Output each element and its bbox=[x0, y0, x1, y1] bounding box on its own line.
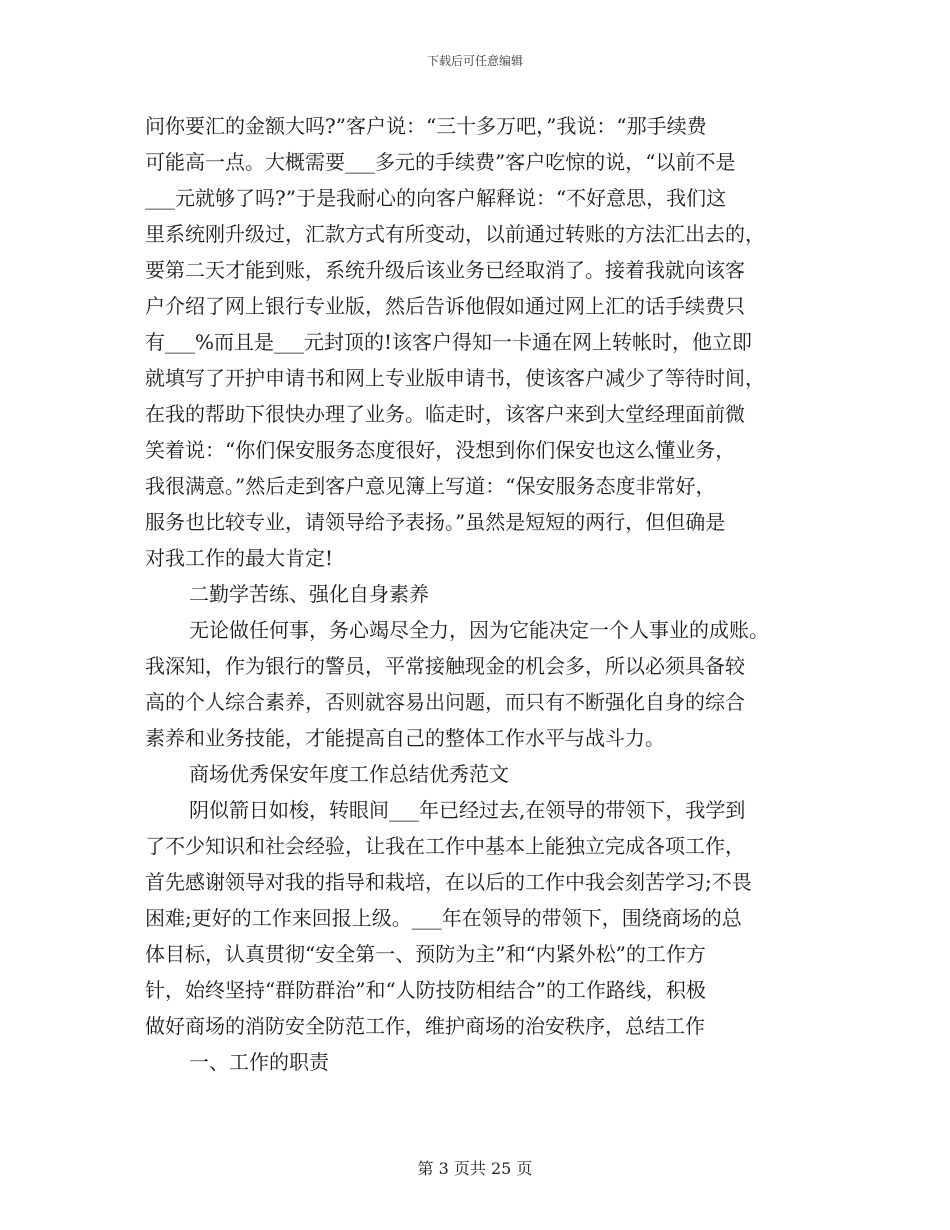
text-line: 高的个人综合素养，否则就容易出问题，而只有不断强化自身的综合 bbox=[145, 690, 745, 714]
text-line: 针，始终坚持“群防群治”和“人防技防相结合”的工作路线，积极 bbox=[145, 978, 706, 1002]
page-number: 第 3 页共 25 页 bbox=[417, 1159, 533, 1178]
text-line: 问你要汇的金额大吗?”客户说：“三十多万吧，”我说：“那手续费 bbox=[145, 114, 707, 138]
text-line: 户介绍了网上银行专业版，然后告诉他假如通过网上汇的话手续费只 bbox=[145, 294, 745, 318]
text-line: 就填写了开护申请书和网上专业版申请书，使该客户减少了等待时间， bbox=[145, 366, 765, 390]
text-line: 在我的帮助下很快办理了业务。临走时，该客户来到大堂经理面前微 bbox=[145, 402, 745, 426]
text-line: 了不少知识和社会经验，让我在工作中基本上能独立完成各项工作， bbox=[145, 834, 745, 858]
text-line: 素养和业务技能，才能提高自己的整体工作水平与战斗力。 bbox=[145, 726, 665, 750]
text-line: 服务也比较专业，请领导给予表扬。”虽然是短短的两行，但但确是 bbox=[145, 510, 726, 534]
text-line: 无论做任何事，务心竭尽全力，因为它能决定一个人事业的成账。 bbox=[189, 618, 769, 642]
text-line: 要第二天才能到账，系统升级后该业务已经取消了。接着我就向该客 bbox=[145, 258, 745, 282]
text-line: 体目标，认真贯彻“安全第一、预防为主”和“内紧外松”的工作方 bbox=[145, 942, 706, 966]
text-line: 对我工作的最大肯定! bbox=[145, 546, 334, 570]
document-body bbox=[145, 108, 805, 1080]
text-line: 阴似箭日如梭，转眼间___年已经过去,在领导的带领下，我学到 bbox=[189, 798, 746, 822]
text-line: 做好商场的消防安全防范工作，维护商场的治安秩序，总结工作 bbox=[145, 1014, 705, 1038]
text-line: 我很满意。”然后走到客户意见簿上写道：“保安服务态度非常好， bbox=[145, 474, 716, 498]
section-heading: 一、工作的职责 bbox=[189, 1050, 329, 1074]
text-line: 我深知，作为银行的警员，平常接触现金的机会多，所以必须具备较 bbox=[145, 654, 745, 678]
page-header: 下载后可任意编辑 bbox=[426, 54, 523, 68]
text-line: ___元就够了吗?”于是我耐心的向客户解释说：“不好意思，我们这 bbox=[145, 186, 727, 210]
text-line: 里系统刚升级过，汇款方式有所变动，以前通过转账的方法汇出去的， bbox=[145, 222, 765, 246]
text-line: 有___%而且是___元封顶的!该客户得知一卡通在网上转帐时，他立即 bbox=[145, 330, 753, 354]
article-title: 商场优秀保安年度工作总结优秀范文 bbox=[189, 762, 509, 786]
section-heading: 二勤学苦练、强化自身素养 bbox=[189, 582, 429, 606]
text-line: 笑着说：“你们保安服务态度很好，没想到你们保安也这么懂业务， bbox=[145, 438, 736, 462]
text-line: 可能高一点。大概需要___多元的手续费”客户吃惊的说，“以前不是 bbox=[145, 150, 736, 174]
text-line: 首先感谢领导对我的指导和栽培，在以后的工作中我会刻苦学习;不畏 bbox=[145, 870, 752, 894]
text-line: 困难;更好的工作来回报上级。___年在领导的带领下，围绕商场的总 bbox=[145, 906, 742, 930]
